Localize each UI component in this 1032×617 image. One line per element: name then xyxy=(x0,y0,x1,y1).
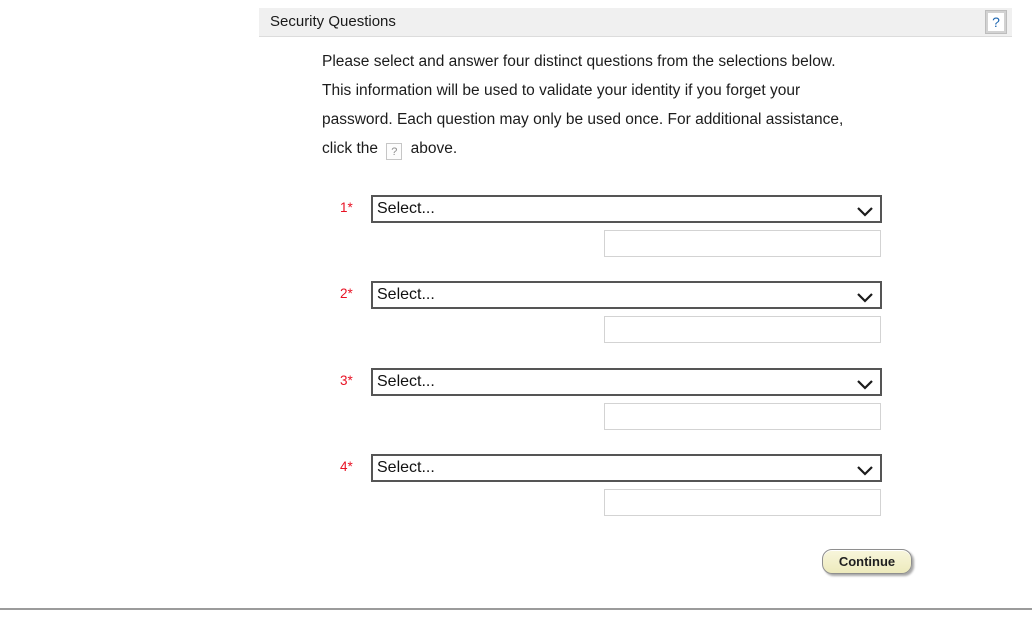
question-row-2 xyxy=(0,281,1032,351)
security-question-select-2[interactable] xyxy=(371,281,882,309)
instructions-line-2: This information will be used to validate your identity if you forget your xyxy=(322,82,801,99)
security-question-select-1[interactable] xyxy=(371,195,882,223)
instructions-line-4-text-end: above. xyxy=(410,140,458,157)
instructions xyxy=(322,47,843,163)
question-1-select-wrap xyxy=(371,195,882,223)
instructions-line-1: Please select and answer four distinct questions from the selections below. xyxy=(322,53,836,70)
question-row-4 xyxy=(0,454,1032,524)
question-2-select-wrap xyxy=(371,281,882,309)
help-button[interactable] xyxy=(986,11,1006,33)
security-question-select-3[interactable] xyxy=(371,368,882,396)
answer-input-2[interactable] xyxy=(604,316,881,343)
question-2-required-label: 2* xyxy=(340,286,353,301)
question-3-select-wrap xyxy=(371,368,882,396)
section-header xyxy=(259,8,1012,37)
question-row-1 xyxy=(0,195,1032,265)
continue-button[interactable]: Continue xyxy=(822,549,912,574)
page-title: Security Questions xyxy=(270,13,396,30)
answer-input-4[interactable] xyxy=(604,489,881,516)
question-mark-icon: ? xyxy=(992,14,1000,30)
instructions-line-4-text: click the xyxy=(322,140,378,157)
bottom-divider xyxy=(0,608,1032,610)
question-1-required-label: 1* xyxy=(340,200,353,215)
question-4-required-label: 4* xyxy=(340,459,353,474)
answer-input-1[interactable] xyxy=(604,230,881,257)
question-row-3 xyxy=(0,368,1032,438)
inline-help-icon: ? xyxy=(386,143,402,160)
instructions-line-4 xyxy=(322,134,843,163)
instructions-line-3: password. Each question may only be used once. For additional assistance, xyxy=(322,111,844,128)
security-question-select-4[interactable] xyxy=(371,454,882,482)
question-4-select-wrap xyxy=(371,454,882,482)
answer-input-3[interactable] xyxy=(604,403,881,430)
question-3-required-label: 3* xyxy=(340,373,353,388)
